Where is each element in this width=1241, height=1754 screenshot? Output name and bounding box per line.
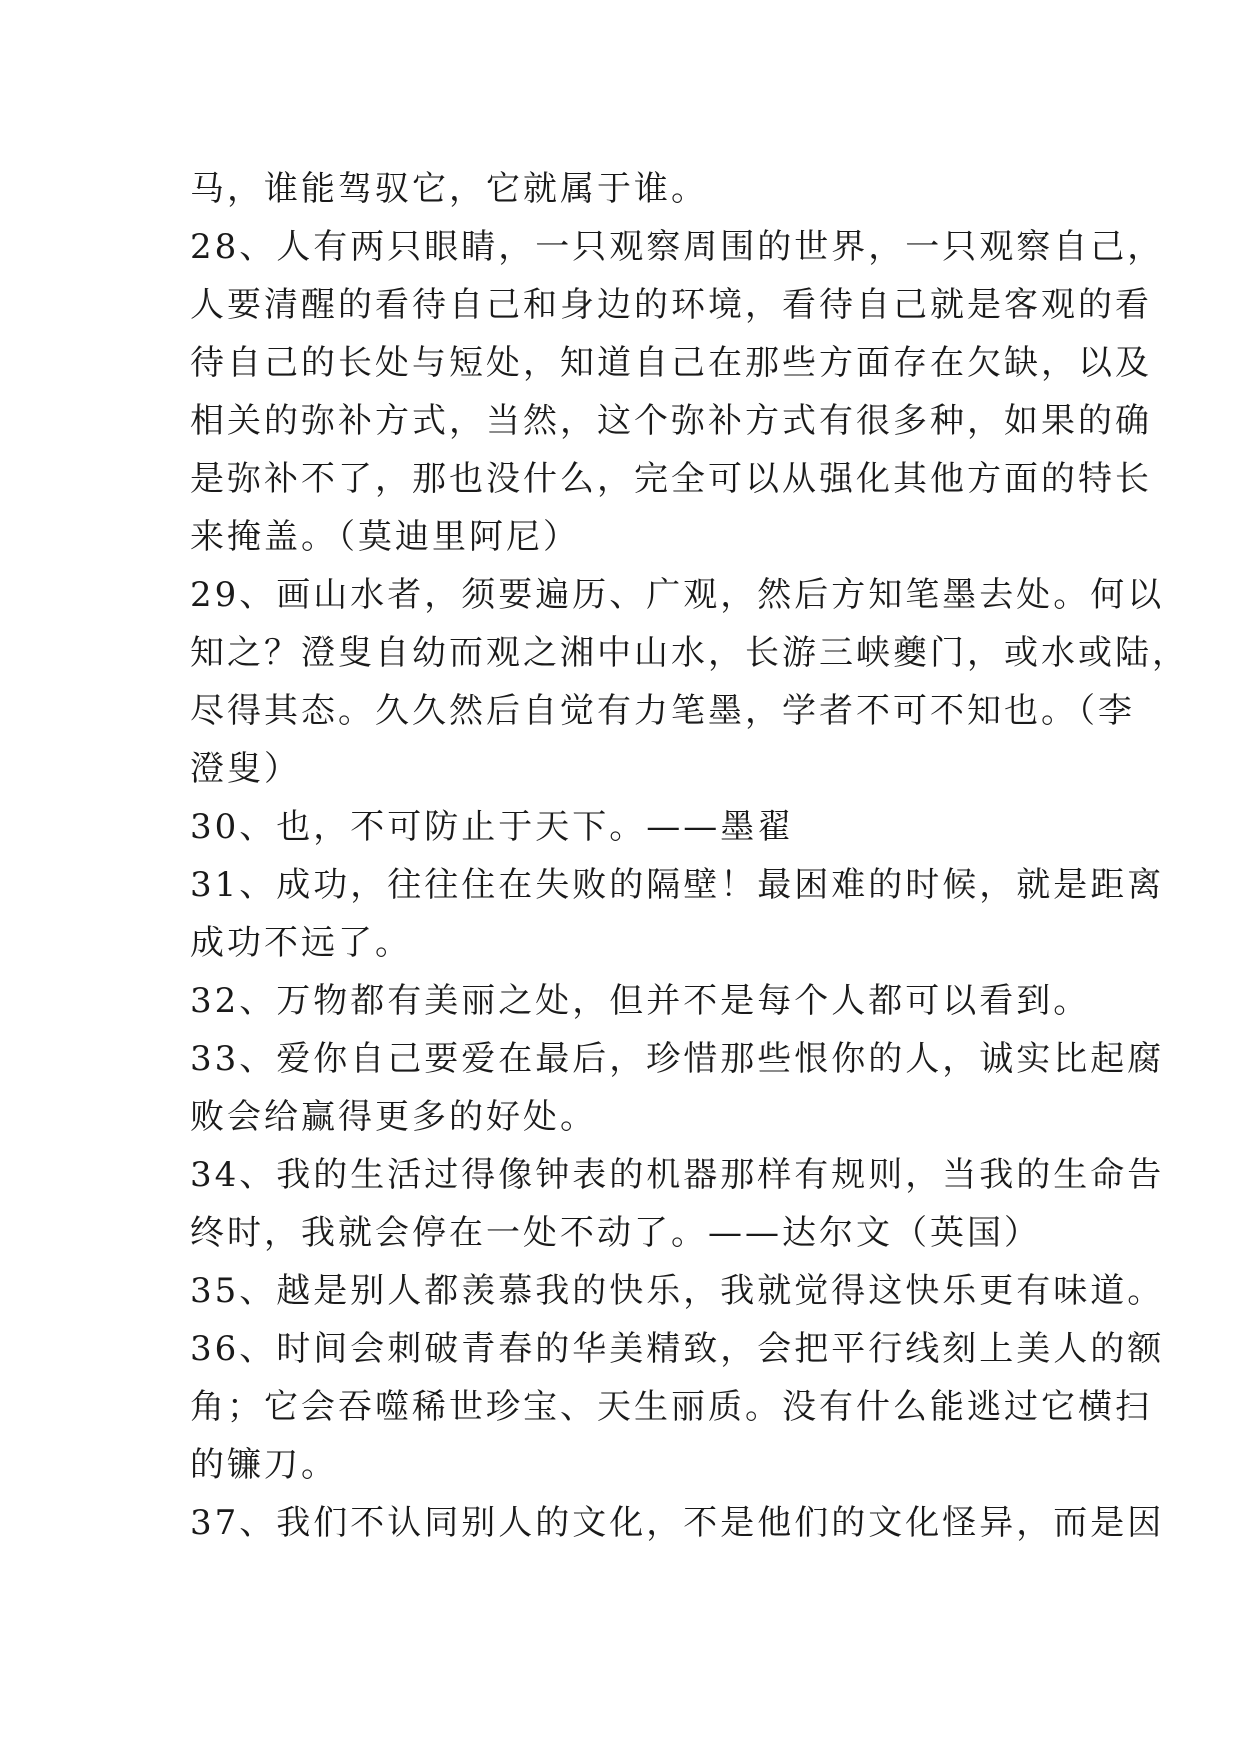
- text-line: 37、我们不认同别人的文化，不是他们的文化怪异，而是因: [190, 1503, 1165, 1543]
- text-line: 33、爱你自己要爱在最后，珍惜那些恨你的人，诚实比起腐: [190, 1039, 1165, 1079]
- text-line: 29、画山水者，须要遍历、广观，然后方知笔墨去处。何以: [190, 575, 1165, 615]
- text-line: 知之？澄叟自幼而观之湘中山水，长游三峡夔门，或水或陆，: [190, 633, 1189, 673]
- text-line: 35、越是别人都羡慕我的快乐，我就觉得这快乐更有味道。: [190, 1271, 1165, 1311]
- text-line: 来掩盖。（莫迪里阿尼）: [190, 517, 580, 557]
- document-body: [190, 160, 1189, 1552]
- text-line: 成功不远了。: [190, 923, 412, 963]
- text-line: 人要清醒的看待自己和身边的环境，看待自己就是客观的看: [190, 285, 1152, 325]
- text-line: 32、万物都有美丽之处，但并不是每个人都可以看到。: [190, 981, 1091, 1021]
- text-line: 36、时间会刺破青春的华美精致，会把平行线刻上美人的额: [190, 1329, 1165, 1369]
- text-line: 30、也，不可防止于天下。——墨翟: [190, 807, 795, 847]
- text-line: 马，谁能驾驭它，它就属于谁。: [190, 169, 708, 209]
- text-line: 相关的弥补方式，当然，这个弥补方式有很多种，如果的确: [190, 401, 1152, 441]
- text-line: 是弥补不了，那也没什么，完全可以从强化其他方面的特长: [190, 459, 1152, 499]
- text-line: 34、我的生活过得像钟表的机器那样有规则，当我的生命告: [190, 1155, 1165, 1195]
- text-line: 角；它会吞噬稀世珍宝、天生丽质。没有什么能逃过它横扫: [190, 1387, 1152, 1427]
- text-line: 28、人有两只眼睛，一只观察周围的世界，一只观察自己，: [190, 227, 1165, 267]
- text-line: 澄叟）: [190, 749, 301, 789]
- text-line: 待自己的长处与短处，知道自己在那些方面存在欠缺，以及: [190, 343, 1152, 383]
- text-line: 终时，我就会停在一处不动了。——达尔文（英国）: [190, 1213, 1041, 1253]
- text-line: 败会给赢得更多的好处。: [190, 1097, 597, 1137]
- text-line: 的镰刀。: [190, 1445, 338, 1485]
- text-line: 尽得其态。久久然后自觉有力笔墨，学者不可不知也。（李: [190, 691, 1135, 731]
- text-line: 31、成功，往往住在失败的隔壁！最困难的时候，就是距离: [190, 865, 1165, 905]
